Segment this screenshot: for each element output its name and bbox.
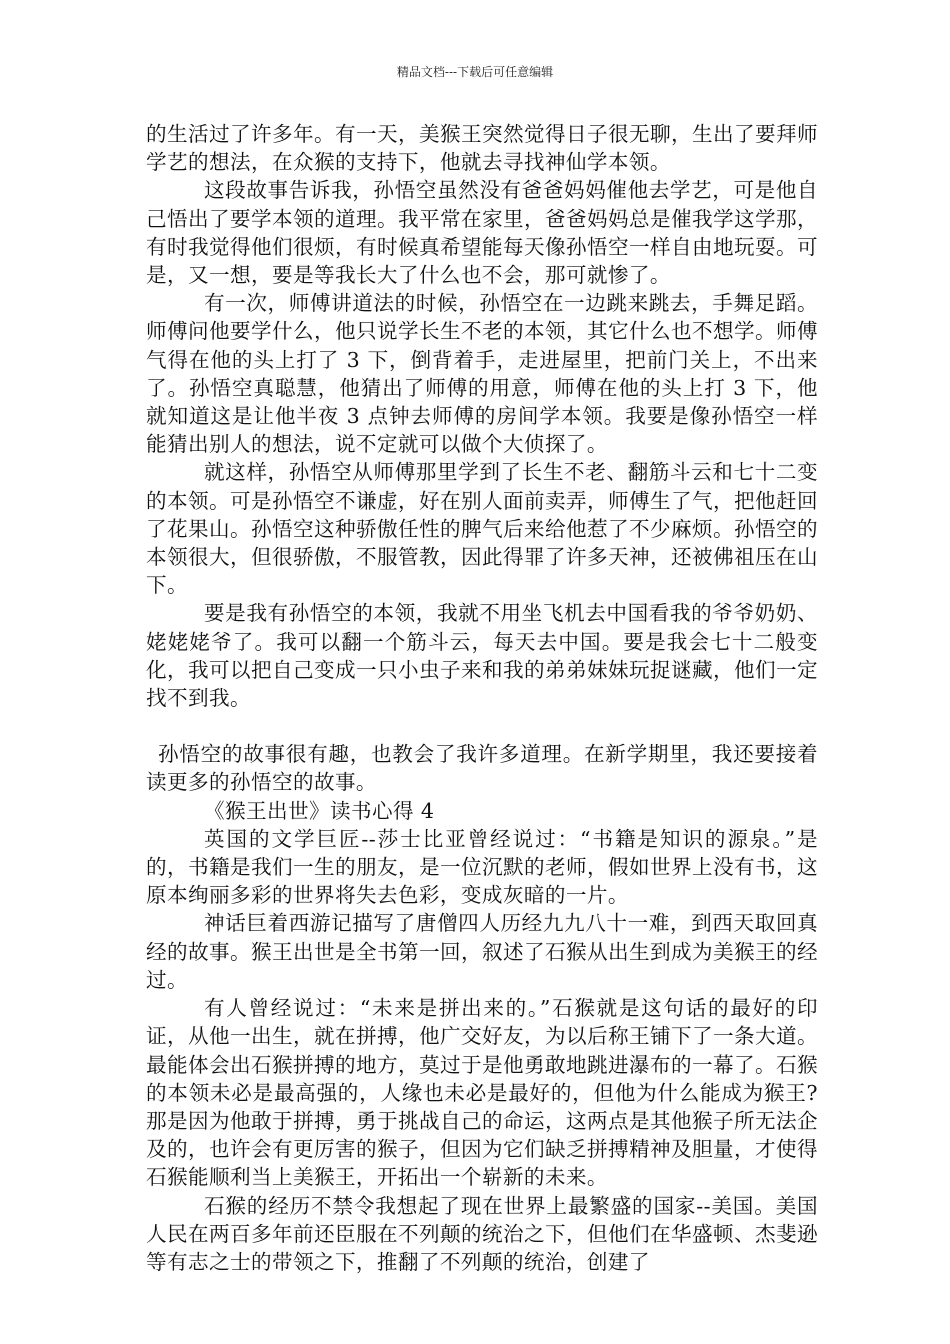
paragraph: 神话巨着西游记描写了唐僧四人历经九九八十一难，到西天取回真经的故事。猴王出世是全书第一回，叙述了石猴从出生到成为美猴王的经过。 [146,911,818,992]
section-title: 《猴王出世》读书心得 4 [204,798,435,823]
paragraph: 的生活过了许多年。有一天，美猴王突然觉得日子很无聊，生出了要拜师学艺的想法，在众猴的支持下，他就去寻找神仙学本领。 [146,122,818,175]
paragraph: 这段故事告诉我，孙悟空虽然没有爸爸妈妈催他去学艺，可是他自己悟出了要学本领的道理。我平常在家里，爸爸妈妈总是催我学这学那，有时我觉得他们很烦，有时候真希望能每天像孙悟空一样自由地玩耍。可是，又一想，要是等我长大了什么也不会，那可就惨了。 [146,178,818,288]
paragraph: 有人曾经说过：“未来是拼出来的。”石猴就是这句话的最好的印证，从他一出生，就在拼搏，他广交好友，为以后称王铺下了一条大道。最能体会出石猴拼搏的地方，莫过于是他勇敢地跳进瀑布的一幕了。石猴的本领未必是最高强的，人缘也未必是最好的，但他为什么能成为猴王?那是因为他敢于拼搏，勇于挑战自己的命运，这两点是其他猴子所无法企及的，也许会有更厉害的猴子，但因为它们缺乏拼搏精神及胆量，才使得石猴能顺利当上美猴王，开拓出一个崭新的未来。 [146,996,818,1190]
paragraph: 英国的文学巨匠--莎士比亚曾经说过：“书籍是知识的源泉。”是的，书籍是我们一生的朋友，是一位沉默的老师，假如世界上没有书，这原本绚丽多彩的世界将失去色彩，变成灰暗的一片。 [146,826,818,908]
paragraph-spacer [146,712,818,740]
paragraph: 就这样，孙悟空从师傅那里学到了长生不老、翻筋斗云和七十二变的本领。可是孙悟空不谦虚，好在别人面前卖弄，师傅生了气，把他赶回了花果山。孙悟空这种骄傲任性的脾气后来给他惹了不少麻烦。孙悟空的本领很大，但很骄傲，不服管教，因此得罪了许多天神，还被佛祖压在山下。 [146,460,818,598]
paragraph: 石猴的经历不禁令我想起了现在世界上最繁盛的国家--美国。美国人民在两百多年前还臣服在不列颠的统治之下，但他们在华盛顿、杰斐逊等有志之士的带领之下，推翻了不列颠的统治，创建了 [146,1193,818,1274]
paragraph: 要是我有孙悟空的本领，我就不用坐飞机去中国看我的爷爷奶奶、姥姥姥爷了。我可以翻一个筋斗云，每天去中国。要是我会七十二般变化，我可以把自己变成一只小虫子来和我的弟弟妹妹玩捉谜藏，他们一定找不到我。 [146,601,818,711]
document-body [146,120,818,1276]
page-header: 精品文档---下载后可任意编辑 [396,65,554,79]
paragraph: 有一次，师傅讲道法的时候，孙悟空在一边跳来跳去，手舞足蹈。师傅问他要学什么，他只说学长生不老的本领，其它什么也不想学。师傅气得在他的头上打了 3 下，倒背着手，走进屋里，把前门关上，不出来了。孙悟空真聪慧，他猜出了师傅的用意，师傅在他的头上打 3 下，他就知道这是让他半夜 3 点钟去师傅的房间学本领。我要是像孙悟空一样能猜出别人的想法，说不定就可以做个大侦探了。 [146,291,818,457]
paragraph: 孙悟空的故事很有趣，也教会了我许多道理。在新学期里，我还要接着读更多的孙悟空的故事。 [146,742,818,795]
